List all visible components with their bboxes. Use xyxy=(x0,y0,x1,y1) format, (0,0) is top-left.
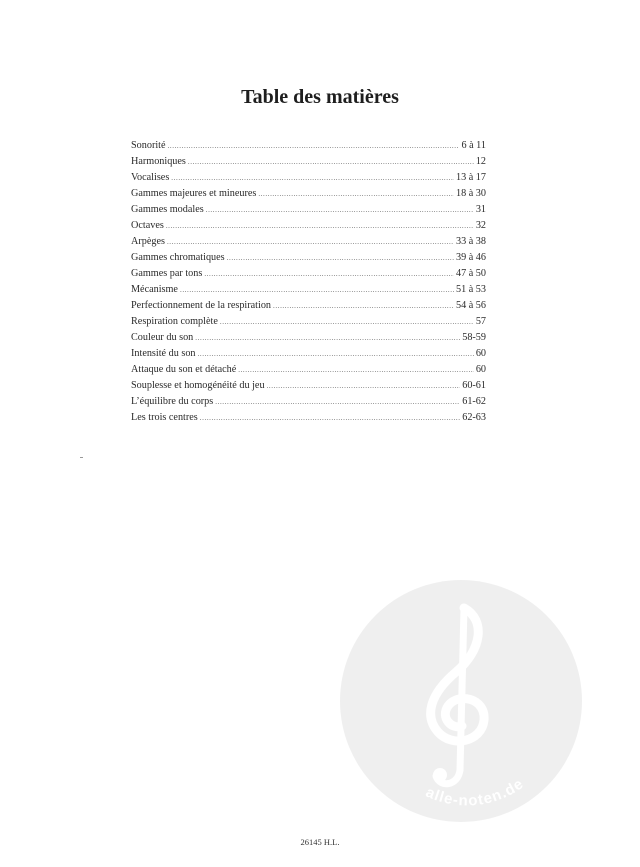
toc-entry xyxy=(131,234,486,250)
toc-leader-dots xyxy=(188,154,474,170)
toc-entry xyxy=(131,282,486,298)
toc-entry-label: Attaque du son et détaché xyxy=(131,364,237,375)
toc-leader-dots xyxy=(198,346,474,362)
toc-entry-pages: 33 à 38 xyxy=(456,236,486,247)
toc-entry xyxy=(131,298,486,314)
toc-leader-dots xyxy=(227,250,454,266)
toc-entry-label: Gammes chromatiques xyxy=(131,252,225,263)
toc-entry xyxy=(131,346,486,362)
toc-entry-pages: 54 à 56 xyxy=(456,300,486,311)
toc-entry-pages: 60 xyxy=(475,348,486,359)
toc-entry-label: Octaves xyxy=(131,220,164,231)
toc-leader-dots xyxy=(204,266,454,282)
toc-entry-label: Souplesse et homogénéité du jeu xyxy=(131,380,265,391)
toc-entry-pages: 57 xyxy=(475,316,486,327)
toc-leader-dots xyxy=(215,394,460,410)
toc-entry xyxy=(131,154,486,170)
toc-entry-label: Respiration complète xyxy=(131,316,218,327)
toc-leader-dots xyxy=(238,362,474,378)
toc-entry-label: Gammes majeures et mineures xyxy=(131,188,257,199)
toc-entry-pages: 47 à 50 xyxy=(456,268,486,279)
toc-entry xyxy=(131,314,486,330)
toc-entry-label: Les trois centres xyxy=(131,412,198,423)
toc-leader-dots xyxy=(220,314,474,330)
toc-entry xyxy=(131,394,486,410)
toc-entry-pages: 60-61 xyxy=(462,380,486,391)
toc-entry-label: Sonorité xyxy=(131,140,166,151)
toc-entry-pages: 12 xyxy=(475,156,486,167)
toc-entry-pages: 62-63 xyxy=(462,412,486,423)
toc-leader-dots xyxy=(267,378,461,394)
toc-entry xyxy=(131,266,486,282)
toc-entry xyxy=(131,362,486,378)
toc-entry-pages: 6 à 11 xyxy=(461,140,486,151)
toc-entry xyxy=(131,186,486,202)
toc-entry xyxy=(131,330,486,346)
toc-entry-label: Perfectionnement de la respiration xyxy=(131,300,272,311)
toc-entry-pages: 39 à 46 xyxy=(456,252,486,263)
toc-leader-dots xyxy=(206,202,474,218)
toc-entry-label: Gammes modales xyxy=(131,204,204,215)
toc-entry xyxy=(131,138,486,154)
toc-entry-label: Vocalises xyxy=(131,172,170,183)
toc-leader-dots xyxy=(168,138,460,154)
toc-entry-pages: 18 à 30 xyxy=(456,188,486,199)
toc-entry-pages: 31 xyxy=(475,204,486,215)
toc-entry-pages: 32 xyxy=(475,220,486,231)
toc-entry-label: Arpèges xyxy=(131,236,165,247)
toc-leader-dots xyxy=(166,218,474,234)
toc-entry-label: Mécanisme xyxy=(131,284,178,295)
toc-leader-dots xyxy=(180,282,454,298)
toc-entry-pages: 13 à 17 xyxy=(456,172,486,183)
toc-leader-dots xyxy=(200,410,460,426)
toc-entry xyxy=(131,378,486,394)
watermark-text: alle-noten.de xyxy=(423,775,528,810)
table-of-contents xyxy=(131,138,486,426)
toc-entry-pages: 51 à 53 xyxy=(456,284,486,295)
toc-entry-label: L’équilibre du corps xyxy=(131,396,214,407)
toc-entry xyxy=(131,218,486,234)
toc-leader-dots xyxy=(195,330,460,346)
toc-entry-label: Intensité du son xyxy=(131,348,196,359)
watermark xyxy=(340,580,582,822)
toc-entry xyxy=(131,170,486,186)
toc-leader-dots xyxy=(167,234,454,250)
page-title: Table des matières xyxy=(241,86,399,108)
toc-entry-label: Harmoniques xyxy=(131,156,186,167)
toc-leader-dots xyxy=(273,298,454,314)
toc-entry-pages: 58-59 xyxy=(462,332,486,343)
toc-entry-label: Couleur du son xyxy=(131,332,194,343)
toc-entry-pages: 60 xyxy=(475,364,486,375)
toc-entry-pages: 61-62 xyxy=(462,396,486,407)
stray-mark xyxy=(80,457,83,458)
toc-leader-dots xyxy=(258,186,454,202)
toc-entry-label: Gammes par tons xyxy=(131,268,203,279)
toc-entry xyxy=(131,250,486,266)
footer-code: 26145 H.L. xyxy=(300,837,340,847)
toc-leader-dots xyxy=(171,170,454,186)
toc-entry xyxy=(131,410,486,426)
toc-entry xyxy=(131,202,486,218)
